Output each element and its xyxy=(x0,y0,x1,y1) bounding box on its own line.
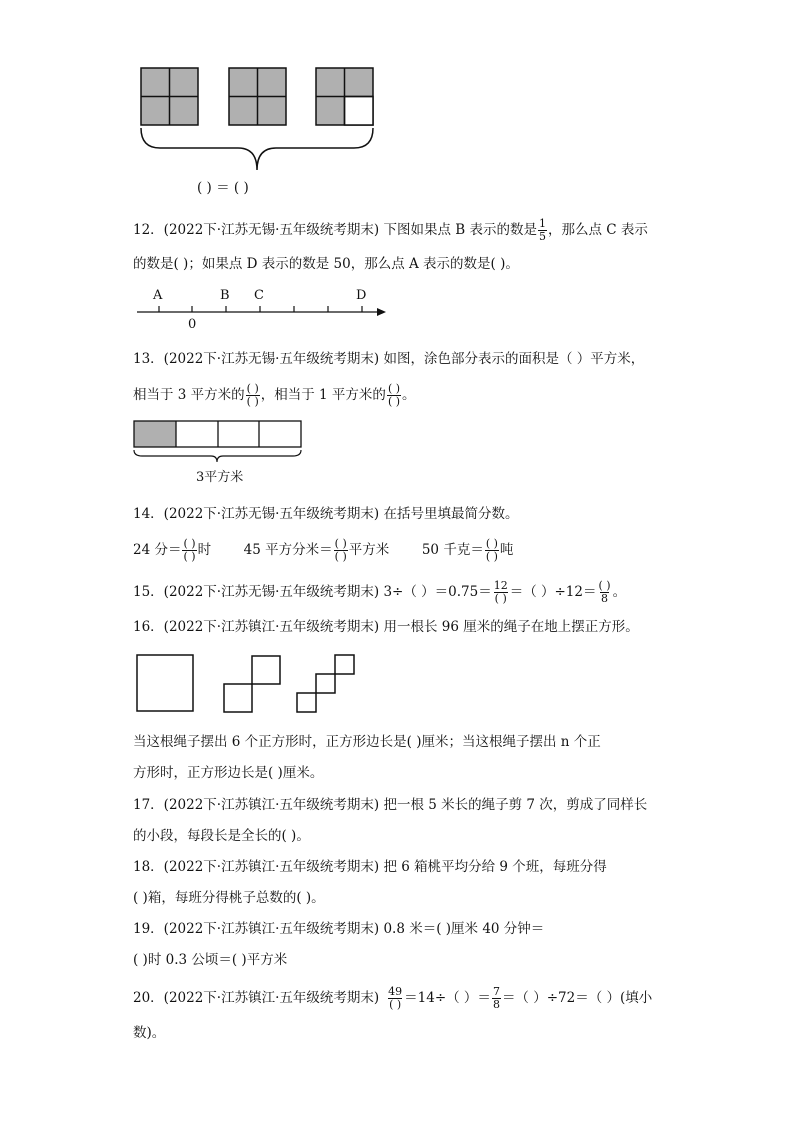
q13-fraction-1: $\frac{( )}{( )}$ xyxy=(246,382,259,408)
q20-fraction-1: $\frac{49}{( )}$ xyxy=(388,985,403,1011)
q14-fraction-a: $\frac{( )}{( )}$ xyxy=(183,537,196,563)
q14-line1: 14．(2022下·江苏无锡·五年级统考期末) 在括号里填最简分数。 xyxy=(133,506,519,522)
q20-line1: 20．(2022下·江苏镇江·五年级统考期末) $\frac{49}{( )}$ ＝14÷（ ）＝ $\frac{7}{8}$ ＝（ ）÷72＝（ ）(填小 xyxy=(133,985,653,1011)
q15-fraction-2: $\frac{( )}{8}$ xyxy=(598,579,611,605)
point-d-label: D xyxy=(356,288,367,303)
zero-label: 0 xyxy=(188,317,197,332)
q12-line2: 的数是( )；如果点 D 表示的数是 50，那么点 A 表示的数是( )。 xyxy=(133,256,519,272)
q16-line3: 方形时，正方形边长是( )厘米。 xyxy=(133,765,324,781)
q11-blank-equation: ( ) ＝ ( ) xyxy=(197,180,249,196)
q16-line1: 16．(2022下·江苏镇江·五年级统考期末) 用一根长 96 厘米的绳子在地上摆正方形。 xyxy=(133,619,639,635)
q20-fraction-2: $\frac{7}{8}$ xyxy=(492,985,500,1011)
q12-fraction-b: $\frac{1}{5}$ xyxy=(538,217,546,243)
q17-line1: 17．(2022下·江苏镇江·五年级统考期末) 把一根 5 米长的绳子剪 7 次，剪成了同样长 xyxy=(133,797,648,813)
q14-fraction-b: $\frac{( )}{( )}$ xyxy=(334,537,347,563)
q13-fraction-2: $\frac{( )}{( )}$ xyxy=(387,382,401,408)
q19-line1: 19．(2022下·江苏镇江·五年级统考期末) 0.8 米＝( )厘米 40 分钟＝ xyxy=(133,921,545,937)
q16-line2: 当这根绳子摆出 6 个正方形时，正方形边长是( )厘米；当这根绳子摆出 n 个正 xyxy=(133,734,601,750)
q18-line1: 18．(2022下·江苏镇江·五年级统考期末) 把 6 箱桃平均分给 9 个班，每班分得 xyxy=(133,859,607,875)
q20-line2: 数)。 xyxy=(133,1025,166,1041)
point-b-label: B xyxy=(220,288,230,303)
q18-line2: ( )箱，每班分得桃子总数的( )。 xyxy=(133,890,325,906)
q15-fraction-1: $\frac{12}{( )}$ xyxy=(493,579,508,605)
q17-line2: 的小段，每段长是全长的( )。 xyxy=(133,828,310,844)
q15-line: 15．(2022下·江苏无锡·五年级统考期末) 3÷（ ）＝0.75＝ $\frac{12}{( )}$ ＝（ ）÷12＝ $\frac{( )}{8}$ 。 xyxy=(133,579,627,605)
q13-caption: 3平方米 xyxy=(196,470,244,485)
point-a-label: A xyxy=(153,288,163,303)
q14-fraction-c: $\frac{( )}{( )}$ xyxy=(485,537,498,563)
q12-line1: 12．(2022下·江苏无锡·五年级统考期末) 下图如果点 B 表示的数是 $\frac{1}{5}$ ，那么点 C 表示 xyxy=(133,217,648,243)
q13-line2: 相当于 3 平方米的 $\frac{( )}{( )}$ ，相当于 1 平方米的 $\frac{( )}{( )}$ 。 xyxy=(133,382,416,408)
q19-line2: ( )时 0.3 公顷＝( )平方米 xyxy=(133,952,288,968)
point-c-label: C xyxy=(254,288,264,303)
q14-line2: 24 分＝ $\frac{( )}{( )}$ 时 45 平方分米＝ $\frac{( )}{( )}$ 平方米 50 千克＝ $\frac{( )}{( )}$ 吨 xyxy=(133,537,514,563)
q13-line1: 13．(2022下·江苏无锡·五年级统考期末) 如图，涂色部分表示的面积是（ ）平方米， xyxy=(133,351,645,367)
